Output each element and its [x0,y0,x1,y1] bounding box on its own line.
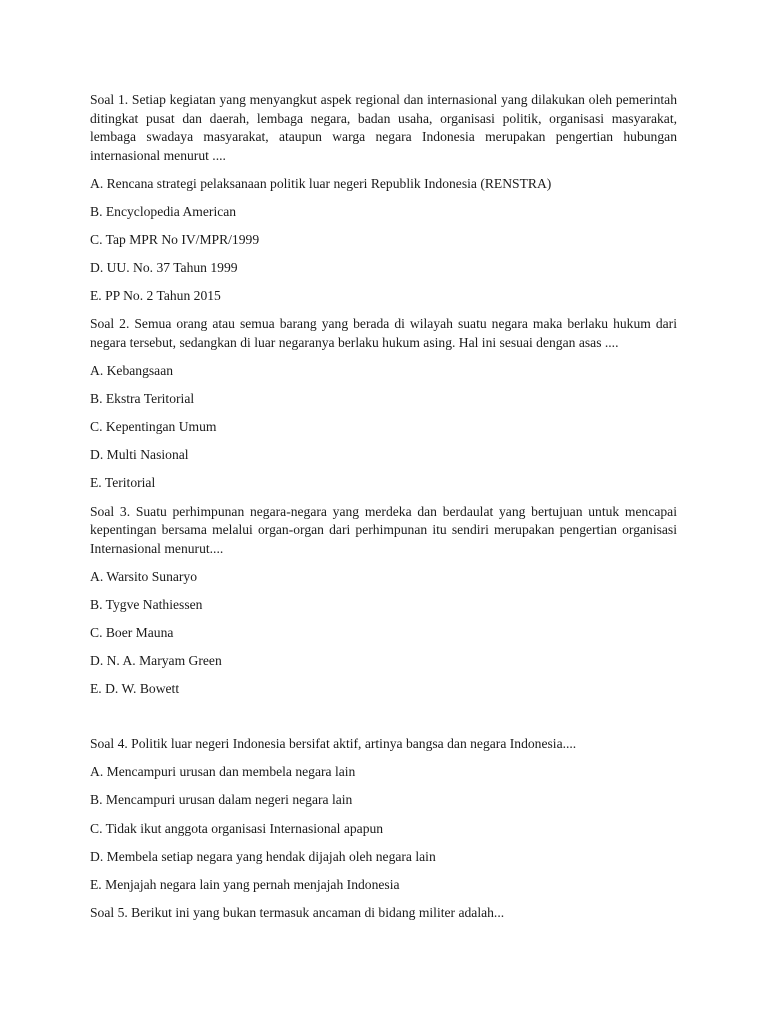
question-2-option-c: C. Kepentingan Umum [90,419,217,435]
question-1-option-e: E. PP No. 2 Tahun 2015 [90,288,221,304]
question-2-option-b: B. Ekstra Teritorial [90,391,195,407]
question-list [90,91,677,932]
question-2-option-d: D. Multi Nasional [90,447,189,463]
question-1-option-c: C. Tap MPR No IV/MPR/1999 [90,232,260,248]
question-3-option-b: B. Tygve Nathiessen [90,596,203,612]
question-2-option-e: E. Teritorial [90,475,156,491]
question-3-option-c: C. Boer Mauna [90,624,174,640]
question-1-option-a: A. Rencana strategi pelaksanaan politik luar negeri Republik Indonesia (RENSTRA) [90,175,552,191]
question-1-option-d: D. UU. No. 37 Tahun 1999 [90,260,238,276]
question-4-text: Soal 4. Politik luar negeri Indonesia bersifat aktif, artinya bangsa dan negara Indonesia.... [90,736,577,752]
question-4-option-e: E. Menjajah negara lain yang pernah menjajah Indonesia [90,876,400,892]
question-1-text: Soal 1. Setiap kegiatan yang menyangkut aspek regional dan internasional yang dilakukan oleh pemerintah ditingkat pusat dan daerah, lembaga negara, badan usaha, organisasi politik, organisasi masyarakat, lembaga swadaya masyarakat, ataupun warga negara Indonesia merupakan pengertian hubungan internasional menurut .... [90,92,677,163]
question-3-text: Soal 3. Suatu perhimpunan negara-negara yang merdeka dan berdaulat yang bertujuan untuk mencapai kepentingan bersama melalui organ-organ dari perhimpunan itu sendiri merupakan pengertian organisasi Internasional menurut.... [90,503,677,556]
question-3-option-e: E. D. W. Bowett [90,681,180,697]
question-2-option-a: A. Kebangsaan [90,363,174,379]
question-4-option-a: A. Mencampuri urusan dan membela negara lain [90,764,356,780]
question-4-option-d: D. Membela setiap negara yang hendak dijajah oleh negara lain [90,848,436,864]
question-3-option-d: D. N. A. Maryam Green [90,653,222,669]
question-2-text: Soal 2. Semua orang atau semua barang yang berada di wilayah suatu negara maka berlaku hukum dari negara tersebut, sedangkan di luar negaranya berlaku hukum asing. Hal ini sesuai dengan asas .... [90,316,677,350]
question-3-option-a: A. Warsito Sunaryo [90,568,198,584]
section-spacer [90,708,677,735]
question-4-option-c: C. Tidak ikut anggota organisasi Internasional apapun [90,820,384,836]
question-1-option-b: B. Encyclopedia American [90,203,237,219]
question-4-option-b: B. Mencampuri urusan dalam negeri negara lain [90,792,353,808]
question-5-text: Soal 5. Berikut ini yang bukan termasuk ancaman di bidang militer adalah... [90,904,505,920]
